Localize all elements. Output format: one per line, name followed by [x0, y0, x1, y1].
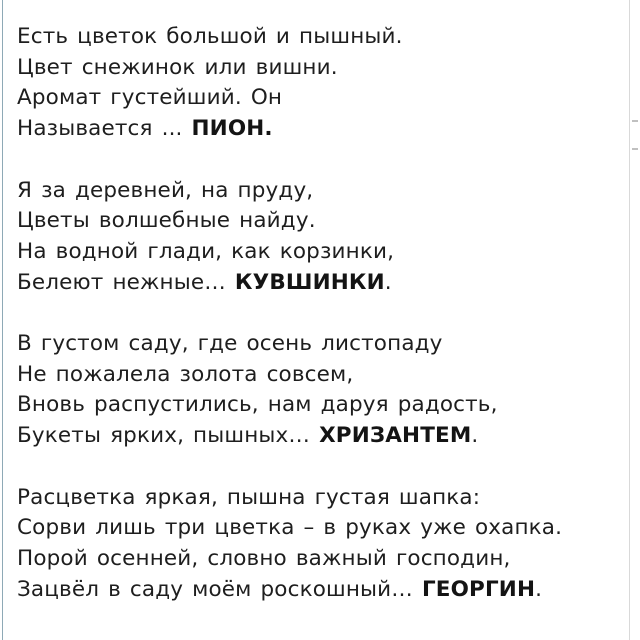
poem-line: [17, 390, 617, 421]
poem-line: [17, 575, 617, 606]
line-text: Расцветка яркая, пышна густая шапка:: [17, 484, 481, 510]
edge-mark: [632, 148, 638, 150]
line-text: Есть цветок большой и пышный.: [17, 24, 403, 49]
line-text: Белеют нежные…: [17, 269, 235, 295]
poem-line: [17, 544, 617, 575]
line-text: Цвет снежинок или вишни.: [17, 54, 338, 80]
poem-line: [17, 53, 617, 84]
line-text: Сорви лишь три цветка – в руках уже охапка.: [17, 515, 563, 541]
line-text: Цветы волшебные найду.: [17, 208, 316, 234]
poem-line: [17, 268, 617, 299]
poem-line: [17, 83, 617, 114]
poem-line: [17, 237, 617, 268]
riddle-answer: КУВШИНКИ: [234, 269, 385, 295]
line-text: Я за деревней, на пруду,: [17, 177, 314, 203]
line-ending: .: [535, 576, 543, 602]
edge-mark: [632, 120, 638, 122]
stanza: [17, 22, 617, 145]
poem-line: [17, 22, 617, 53]
line-text: Не пожалела золота совсем,: [17, 361, 354, 387]
line-text: Аромат густейший. Он: [17, 85, 283, 111]
line-ending: .: [384, 269, 392, 295]
line-text: Букеты ярких, пышных…: [17, 423, 320, 449]
line-text: На водной глади, как корзинки,: [17, 238, 395, 264]
stanza: [17, 483, 617, 606]
stanza: [17, 176, 617, 299]
poem: [17, 22, 617, 636]
line-ending: .: [471, 423, 479, 449]
line-text: Зацвёл в саду моём роскошный…: [17, 576, 422, 602]
poem-line: [17, 360, 617, 391]
line-text: Порой осенней, словно важный господин,: [17, 545, 511, 571]
poem-line: [17, 421, 617, 452]
riddle-answer: ХРИЗАНТЕМ: [319, 423, 472, 449]
poem-line: [17, 176, 617, 207]
riddle-answer: ПИОН.: [191, 116, 273, 142]
stanza: [17, 329, 617, 452]
poem-line: [17, 114, 617, 145]
poem-line: [17, 513, 617, 544]
line-text: В густом саду, где осень листопаду: [17, 331, 443, 356]
poem-line: [17, 329, 617, 360]
poem-line: [17, 206, 617, 237]
page-edge: [629, 0, 640, 640]
line-text: Вновь распустились, нам даруя радость,: [17, 392, 498, 418]
riddle-answer: ГЕОРГИН: [421, 576, 536, 602]
line-text: Называется ...: [17, 116, 192, 142]
poem-line: [17, 483, 617, 514]
